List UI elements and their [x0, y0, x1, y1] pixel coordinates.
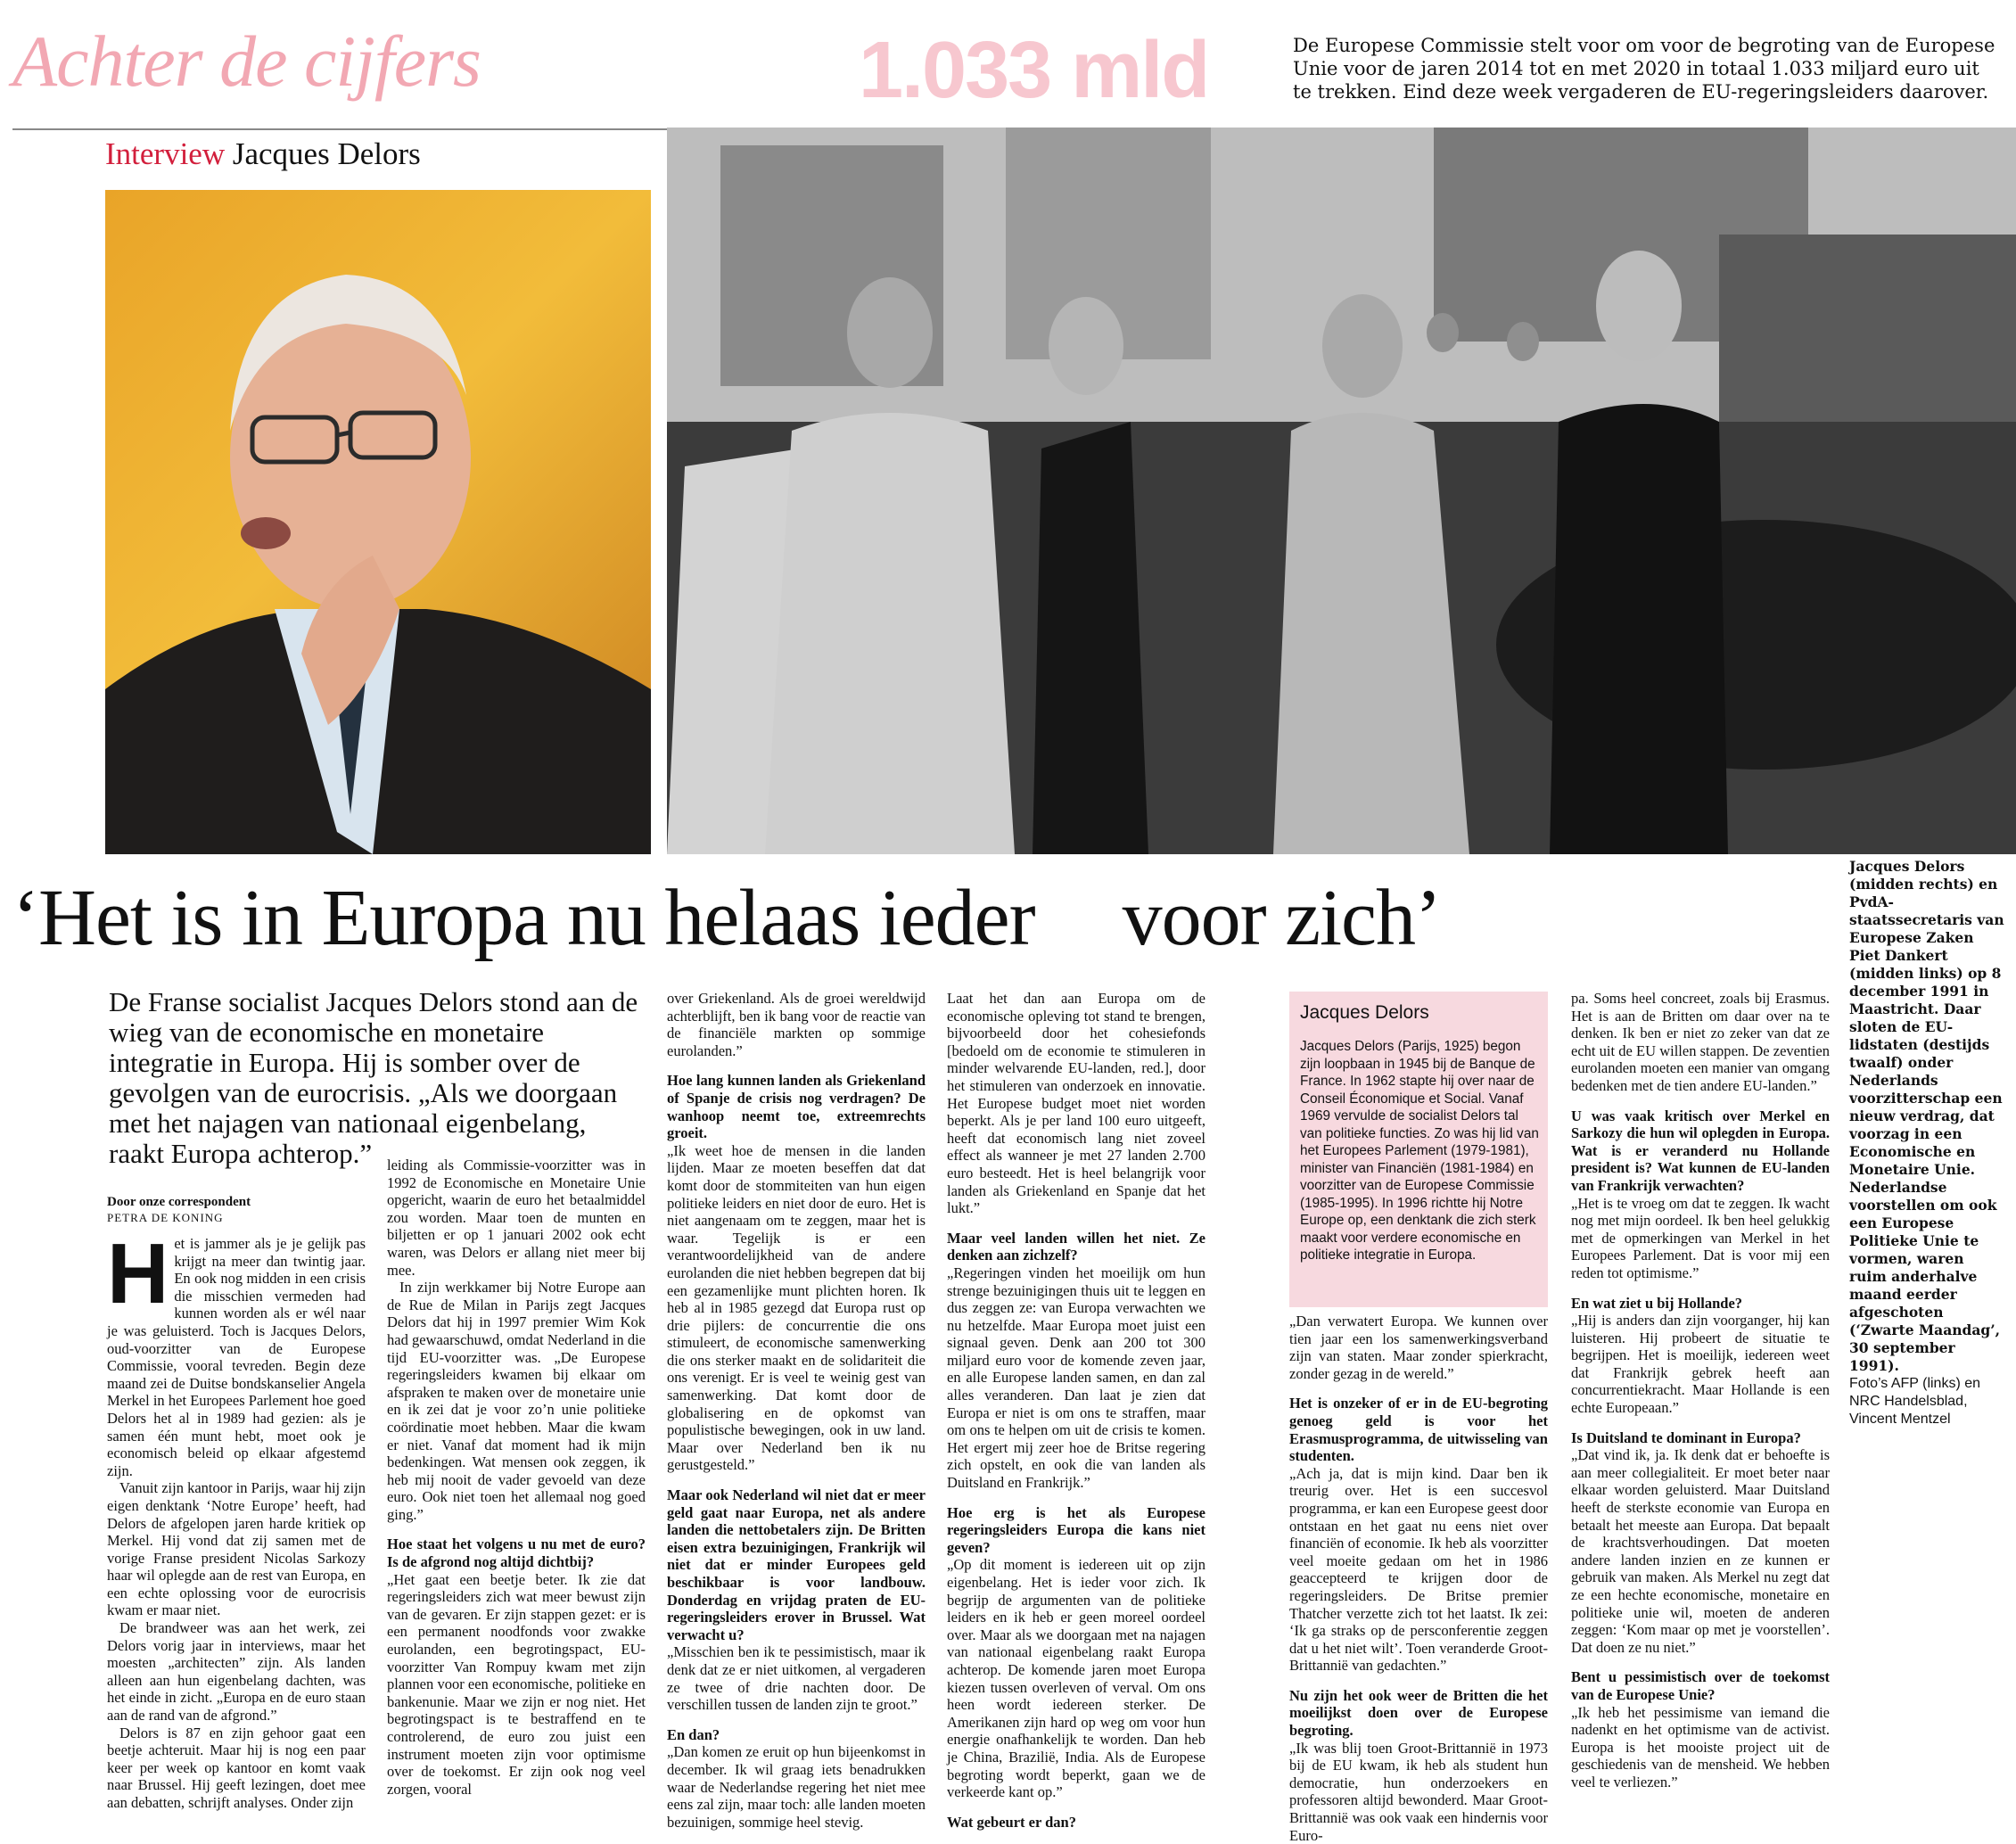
paragraph: In zijn werkkamer bij Notre Europe aan de Rue de Milan in Parijs zegt Jacques Delors dat hij in 1997 premier Wim Kok had gewaarschuwd, omdat Nederland in die tijd EU-voorzitter was. „De Europese regeringsleiders kwamen bij elkaar om afspraken te maken over de monetaire unie en ik zei dat je voor zo’n unie politieke coördinatie moet hebben. Maar die kwam er niet. Vanaf dat moment had ik mijn bedenkingen. Wat mensen ook zeggen, ik heb mij nooit de vader gevoeld van deze euro. Ook niet toen het allemaal nog goed ging.”	[387, 1279, 646, 1523]
article-column-5	[1289, 1313, 1548, 1844]
interview-question: Hoe erg is het als Europese regeringsleiders Europa die kans niet geven?	[947, 1503, 1205, 1556]
interview-answer: „Het gaat een beetje beter. Ik zie dat regeringsleiders zich wat meer bewust zijn van de gevaren. Er zijn stappen gezet: er is een permanent noodfonds voor zwakke eurolanden, een begrotingspact, EU-voorzitter Van Rompuy kwam met zijn plannen voor een economische, politieke en bankenunie. Maar we zijn er nog niet. Het begrotingspact is te bestraffend en te controlerend, de euro zou juist een instrument moeten zijn voor optimisme over de toekomst. Er zijn ook nog veel zorgen, vooral	[387, 1570, 646, 1798]
paragraph: over Griekenland. Als de groei wereldwijd achterblijft, ben ik bang voor de reactie van de financiële markten op sommige eurolanden.”	[667, 990, 926, 1059]
figure-explanation: De Europese Commissie stelt voor om voor de begroting van de Europese Unie voor de jaren 2014 tot en met 2020 in totaal 1.033 miljard euro uit te trekken. Eind deze week vergaderen de EU-regeringsleiders daarover.	[1293, 35, 1995, 103]
kicker-type: Interview	[105, 136, 226, 171]
kicker-subject: Jacques Delors	[232, 136, 421, 171]
interview-answer: „Regeringen vinden het moeilijk om hun strenge bezuinigingen thuis uit te leggen en dus zeggen ze: van Europa verwachten we nu hetzelfde. Maar Europa moet juist een signaal geven. Denk aan 200 tot 300 miljard euro voor de komende zeven jaar, en alle Europese landen samen, en dan zal alles veranderen. Dan laat je zien dat Europa er niet is om ons te straffen, maar om ons te helpen om uit de crisis te komen. Het ergert mij zeer hoe de Britse regering zich opstelt, en ook die van landen als Duitsland en Frankrijk.”	[947, 1264, 1205, 1492]
infobox-heading: Jacques Delors	[1300, 1002, 1429, 1023]
article-column-3	[667, 990, 926, 1831]
article-kicker	[105, 136, 421, 172]
interview-question: Nu zijn het ook weer de Britten die het moeilijkst doen over de Europese begroting.	[1289, 1686, 1548, 1740]
group-photo-illustration	[667, 128, 2016, 854]
photo-caption	[1849, 858, 2005, 1428]
section-title: Achter de cijfers	[12, 21, 481, 102]
interview-answer: „Misschien ben ik te pessimistisch, maar ik denk dat ze er niet uitkomen, al vergaderen ze twee of drie nachten door. De verschillen tussen de landen zijn te groot.”	[667, 1643, 926, 1714]
interview-question: Maar veel landen willen het niet. Ze denken aan zichzelf?	[947, 1229, 1205, 1264]
interview-answer: „Het is te vroeg om dat te zeggen. Ik wacht nog met mijn oordeel. Ik ben heel gelukkig met de opmerkingen van Merkel in het Europees Parlement. Dat is voor mij een reden tot optimisme.”	[1571, 1194, 1830, 1281]
interview-answer: „Ik heb het pessimisme van iemand die nadenkt en het optimisme van de activist. Europa is het mooiste project uit de geschiedenis van de mensheid. We hebben veel te verliezen.”	[1571, 1703, 1830, 1790]
bio-infobox	[1289, 992, 1548, 1307]
paragraph: pa. Soms heel concreet, zoals bij Erasmus. Het is aan de Britten om daar over na te denken. Ik ben er niet zo zeker van dat ze echt uit de EU willen stappen. De zeventien eurolanden moeten een manier van omgang bedenken met de tien andere EU-landen.”	[1571, 990, 1830, 1094]
interview-question: Bent u pessimistisch over de toekomst van de Europese Unie?	[1571, 1668, 1830, 1703]
caption-text: Jacques Delors (midden rechts) en PvdA-staatssecretaris van Europese Zaken Piet Dankert (midden links) op 8 december 1991 in Maastricht. Daar sloten de EU-lidstaten (destijds twaalf) onder Nederlands voorzitterschap een nieuw verdrag, dat voorzag in een Economische en Monetaire Unie. Nederlandse voorstellen om ook een Europese Politieke Unie te vormen, waren ruim anderhalve maand eerder afgeschoten (‘Zwarte Maandag’, 30 september 1991).	[1849, 858, 2004, 1374]
paragraph: Delors is 87 en zijn gehoor gaat een beetje achteruit. Maar hij is nog een paar keer per week op kantoor en komt vaak naar Brussel. Hij geeft lezingen, doet mee aan debatten, schrijft analyses. Onder zijn	[107, 1724, 366, 1811]
interview-question: Hoe staat het volgens u nu met de euro? Is de afgrond nog altijd dichtbij?	[387, 1535, 646, 1571]
article-headline	[12, 874, 1831, 963]
byline-label: Door onze correspondent	[107, 1195, 251, 1209]
paragraph: Laat het dan aan Europa om de economische opleving tot stand te brengen, bijvoorbeeld door het cohesiefonds [bedoeld om de economie te stimuleren in minder welvarende EU-landen, red.], door het stimuleren van onderzoek en innovatie. Het Europese budget moet niet worden beperkt. Als je per land 100 euro uitgeeft, heeft dat economisch lang niet zoveel effect als wanneer je met 27 landen 2.700 euro besteedt. Het is heel belangrijk voor landen als Griekenland en Spanje dat het lukt.”	[947, 990, 1205, 1217]
article-column-2	[387, 1157, 646, 1798]
infobox-text: Jacques Delors (Parijs, 1925) begon zijn loopbaan in 1945 bij de Banque de France. In 1962 stapte hij over naar de Conseil Économique et Social. Vanaf 1969 vervulde de socialist Delors tal van politieke functies. Zo was hij lid van het Europees Parlement (1979-1981), minister van Financiën (1981-1984) en voorzitter van de Europese Commissie (1985-1995). In 1996 richtte hij Notre Europe op, een denktank die zich sterk maakt voor verdere economische en politieke integratie in Europa.	[1300, 1039, 1539, 1263]
paragraph: leiding als Commissie-voorzitter was in 1992 de Economische en Monetaire Unie opgericht, waarin de euro het betaalmiddel zou worden. Maar toen de munten en biljetten er op 1 januari 2002 ook echt waren, was Delors er allang niet meer bij mee.	[387, 1157, 646, 1279]
paragraph: Vanuit zijn kantoor in Parijs, waar hij zijn eigen denktank ‘Notre Europe’ heeft, had Delors de afgelopen jaren harde kritiek op Merkel. Hij vond dat zij samen met de vorige Franse president Nicolas Sarkozy haar wil oplegde aan de rest van Europa, en een echte oplossing voor de eurocrisis kwam er maar niet.	[107, 1479, 366, 1619]
interview-question: Wat gebeurt er dan?	[947, 1813, 1076, 1831]
headline-part-1: ‘Het is in Europa nu helaas ieder	[12, 874, 1035, 962]
article-column-6	[1571, 990, 1830, 1791]
byline-author: PETRA DE KONING	[107, 1211, 224, 1224]
article-column-1	[107, 1226, 366, 1812]
interview-answer: „Hij is anders dan zijn voorganger, hij kan luisteren. Hij probeert de situatie te begrijpen. Het is moeilijk, iedereen weet dat Frankrijk gebrek heeft aan concurrentiekracht. Maar Hollande is een echte Europeaan.”	[1571, 1312, 1830, 1417]
headline-figure: 1.033 mld	[859, 26, 1209, 115]
interview-answer: „Dan komen ze eruit op hun bijeenkomst in december. Ik wil graag iets benadrukken waar de Nederlandse regering het niet mee eens zal zijn, maar toch: alle landen moeten bezuinigen, sommige heel stevig.	[667, 1743, 926, 1831]
interview-answer: „Op dit moment is iedereen uit op zijn eigenbelang. Het is ieder voor zich. Ik begrijp de argumenten van de politieke leiders en ik heb er geen moreel oordeel over. Maar als we doorgaan met na najagen van nationaal eigenbelang raakt Europa achterop. De komende jaren moet Europa kiezen tussen overleven of verval. Om ons heen wordt iedereen sterker. De Amerikanen zijn hard op weg om voor hun energie onafhankelijk te worden. Dan heb je China, Brazilië, India. Als de Europese begroting wordt beperkt, gaan we de verkeerde kant op.”	[947, 1556, 1205, 1801]
paragraph: „Dan verwatert Europa. We kunnen over tien jaar een los samenwerkingsverband zijn van staten. Maar zonder spierkracht, zonder gezag in de wereld.”	[1289, 1313, 1548, 1382]
byline	[107, 1194, 357, 1226]
article-lead: De Franse socialist Jacques Delors stond aan de wieg van de economische en monetaire integratie in Europa. Hij is somber over de gevolgen van de eurocrisis. „Als we doorgaan met het najagen van nationaal eigenbelang, raakt Europa achterop.”	[109, 986, 638, 1169]
interview-question: Hoe lang kunnen landen als Griekenland of Spanje de crisis nog verdragen? De wanhoop neemt toe, extreemrechts groeit.	[667, 1072, 926, 1142]
headline-part-2: voor zich’	[1122, 874, 1441, 962]
photo-credit: Foto’s AFP (links) en NRC Handelsblad, Vincent Mentzel	[1849, 1376, 1981, 1427]
paragraph: Het is jammer als je je gelijk pas krijgt na meer dan twintig jaar. En ook nog midden in een crisis die misschien vermeden had kunnen worden als er wél naar je was geluisterd. Toch is Jacques Delors, oud-voorzitter van de Europese Commissie, vooral tevreden. Begin deze maand zei de Duitse bondskanselier Angela Merkel in het Europees Parlement hoe goed Delors het al in 1989 had gezien: als je samen één munt hebt, moet ook je economisch beleid op elkaar afgestemd zijn.	[107, 1226, 366, 1479]
interview-answer: „Ach ja, dat is mijn kind. Daar ben ik treurig over. Het is een succesvol programma, er kan een Europese geest door ontstaan en het gaat nu eens niet over financiën of economie. Ik heb als voorzitter veel moeite gedaan om het in 1986 geaccepteerd te krijgen door de regeringsleiders. De Britse premier Thatcher verzette zich tot het laatst. Ik zei: ‘Ik ga straks op de persconferentie zeggen dat u het niet wilt’. Toen veranderde Groot-Brittannië van gedachten.”	[1289, 1464, 1549, 1675]
interview-answer: „Ik was blij toen Groot-Brittannië in 1973 bij de EU kwam, ik heb als student hun democratie, hun onderzoekers en professoren altijd bewonderd. Maar Groot-Brittannië was ook vaak een hindernis voor Euro-	[1289, 1739, 1548, 1844]
portrait-photo	[105, 190, 651, 854]
drop-cap: H	[107, 1226, 169, 1321]
interview-question: Maar ook Nederland wil niet dat er meer geld gaat naar Europa, net als andere landen die nettobetalers zijn. De Britten eisen extra bezuinigingen, Frankrijk wil niet dat er minder Europees geld beschikbaar is voor landbouw. Donderdag en vrijdag praten de EU-regeringsleiders erover in Brussel. Wat verwacht u?	[667, 1486, 926, 1643]
group-photo-maastricht	[667, 128, 2016, 854]
interview-question: Het is onzeker of er in de EU-begroting genoeg geld is voor het Erasmusprogramma, de uitwisseling van studenten.	[1289, 1395, 1548, 1465]
paragraph: De brandweer was aan het werk, zei Delors vorig jaar in interviews, maar het moesten „architecten” zijn. Als landen alleen aan hun eigenbelang dachten, was het einde in zicht. „Europa en de euro staan aan de rand van de afgrond.”	[107, 1619, 366, 1725]
interview-question: En dan?	[667, 1725, 720, 1743]
article-column-4	[947, 990, 1205, 1831]
interview-answer: „Dat vind ik, ja. Ik denk dat er behoefte is aan meer collegialiteit. Er moet beter naar elkaar worden geluisterd. Maar Duitsland heeft de sterkste economie van Europa en betaalt het meeste aan Europa. Dat bepaalt de krachtsverhoudingen. Dat moeten andere landen inzien en ze kunnen er gebruik van maken. Als Merkel nu zegt dat ze een hechte economische, monetaire en politieke unie wil, moeten de anderen zeggen: ‘Kom maar op met je voorstellen’. Dat doen ze nu niet.”	[1571, 1446, 1830, 1656]
interview-question: U was vaak kritisch over Merkel en Sarkozy die hun wil oplegden in Europa. Wat is er veranderd nu Hollande president is? Wat kunnen de EU-landen van Frankrijk verwachten?	[1571, 1107, 1830, 1194]
interview-question: En wat ziet u bij Hollande?	[1571, 1294, 1743, 1312]
interview-answer: „Ik weet hoe de mensen in die landen lijden. Maar ze moeten beseffen dat dat komt door de stommiteiten van hun eigen politieke leiders en niet door de euro. Het is niet aangenaam om te zeggen, maar het is waar. Tegelijk is er een verantwoordelijkheid van de andere eurolanden die niet hebben begrepen dat bij een gezamenlijke munt plichten horen. Ik heb al in 1985 gezegd dat Europa rust op drie pijlers: de concurrentie die ons stimuleert, de economische samenwerking die ons sterker maakt en de solidariteit die ons verenigt. Er is veel te weinig gest van samenwerking. Dat komt door de globalisering en de opkomst van populistische bewegingen, ook in uw land. Maar over Nederland ben ik nu gerustgesteld.”	[667, 1141, 926, 1474]
interview-question: Is Duitsland te dominant in Europa?	[1571, 1428, 1801, 1446]
portrait-illustration	[105, 190, 651, 854]
